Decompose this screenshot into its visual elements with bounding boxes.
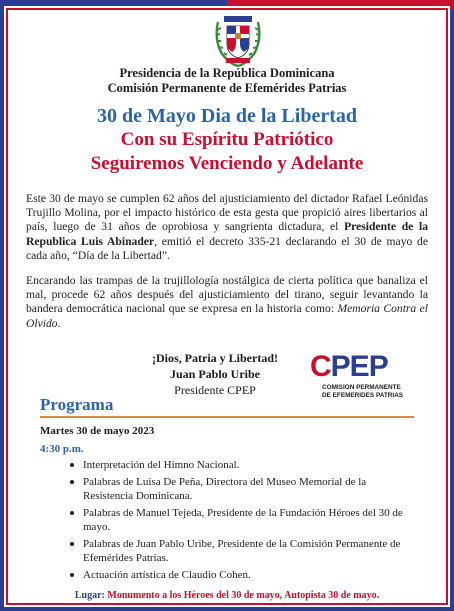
program-list (40, 458, 414, 582)
program-item: Palabras de Manuel Tejeda, Presidente de la Fundación Héroes del 30 de mayo. (70, 506, 414, 534)
cpep-logo (310, 352, 430, 400)
org-presidencia: Presidencia de la República Dominicana (119, 66, 335, 80)
main-title: 30 de Mayo Dia de la Libertad (97, 105, 357, 127)
program-item: Palabras de Juan Pablo Uribe, Presidente de la Comisión Permanente de Efemérides Patrias. (70, 537, 414, 565)
venue-colon: : (101, 590, 108, 601)
subtitle-line-2: Seguiremos Venciendo y Adelante (90, 153, 364, 174)
program-item: Actuación artística de Claudio Cohen. (70, 568, 414, 582)
paragraph-1-text-b: , emitió el decreto 335-21 declarando el 30 de mayo de cada año, “Día de la Libertad”. (26, 234, 428, 262)
cpep-logo-mark (310, 352, 430, 382)
org-comision: Comisión Permanente de Efemérides Patrias (107, 81, 347, 95)
memoria-phrase: Memoria Contra el Olvido (26, 302, 428, 330)
subtitle-line-1: Con su Espíritu Patriótico (120, 129, 334, 150)
paragraph-2-text: Encarando las trampas de la trujillología nostálgica de cierta política que banaliza el mal, procede 62 años después del ajusticiamiento del tirano, seguir levantando la bandera democrática nacional que se expresa en la historia como: (26, 274, 428, 316)
flyer-content (10, 12, 444, 603)
signer-role: Presidente CPEP (174, 383, 256, 397)
title-block (10, 104, 444, 176)
header-organization (10, 66, 444, 96)
program-divider (40, 416, 414, 418)
paragraph-2-end: . (57, 316, 61, 330)
motto: ¡Dios, Patria y Libertad! (152, 351, 278, 365)
body-text (26, 192, 428, 342)
venue-line (10, 590, 444, 601)
paragraph-1-text-a: Este 30 de mayo se cumplen 62 años del ajusticiamiento del dictador Rafael Leónidas Trujillo Molina, por el impacto histórico de esta gesta que propició aires libertarios al país, luego de 31 años de oprobiosa y sangrienta dictadura, el (26, 192, 428, 234)
program-date: Martes 30 de mayo 2023 (40, 425, 155, 437)
cpep-logo-sub1: COMISION PERMANENTE (322, 384, 401, 391)
program-heading: Programa (40, 395, 114, 414)
cpep-logo-c: C (310, 350, 331, 383)
venue-label: Lugar (74, 590, 102, 601)
program-item: Palabras de Luisa De Peña, Directora del Museo Memorial de la Resistencia Dominicana. (70, 475, 414, 503)
paragraph-2 (26, 274, 428, 331)
president-name: Presidente de la Republica Luis Abinader (26, 220, 428, 248)
program-section (40, 424, 414, 585)
venue-value: Monumento a los Héroes del 30 de mayo, Autopista 30 de mayo. (107, 590, 380, 601)
cpep-logo-sub2: DE EFEMERIDES PATRIAS (322, 392, 404, 399)
cpep-logo-subtitle (310, 384, 430, 400)
signature-block (130, 350, 300, 398)
paragraph-1 (26, 192, 428, 263)
program-time: 4:30 p.m. (40, 443, 84, 455)
coat-of-arms-icon (212, 14, 264, 68)
program-item: Interpretación del Himno Nacional. (70, 458, 414, 472)
signer-name: Juan Pablo Uribe (169, 367, 260, 381)
cpep-logo-pep: PEP (330, 350, 388, 383)
